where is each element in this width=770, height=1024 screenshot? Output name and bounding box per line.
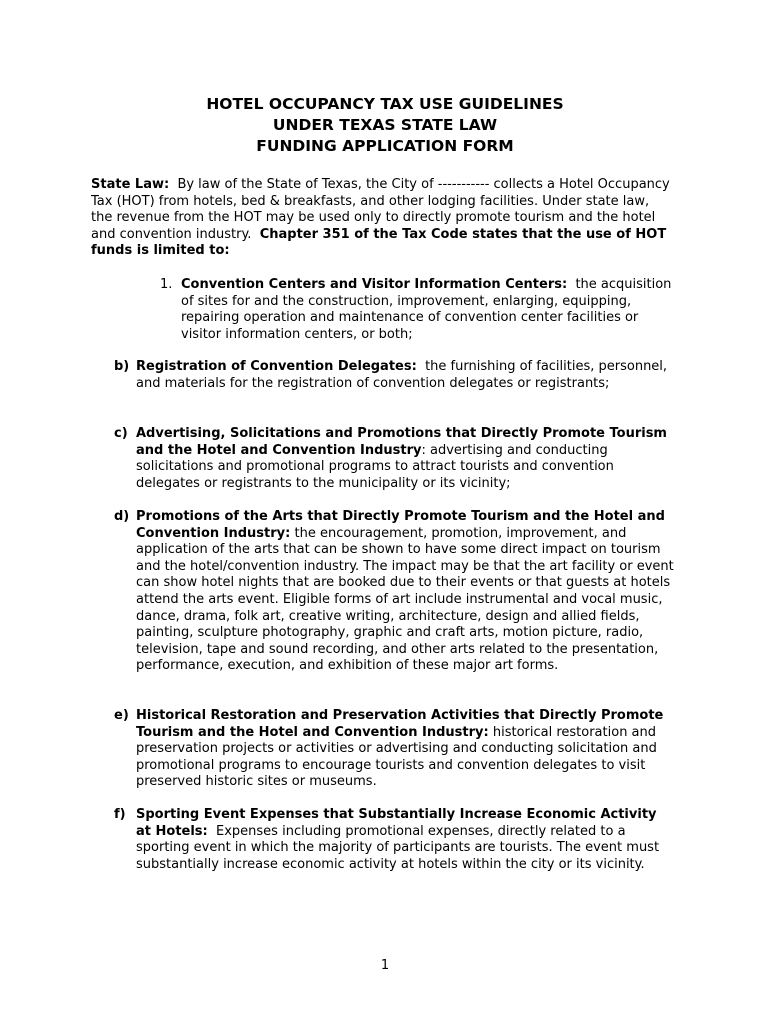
list-item-heading: Sporting Event Expenses that Substantially Increase Economic Activity at Hotels:: [136, 807, 657, 839]
title-line-3: FUNDING APPLICATION FORM: [256, 137, 514, 155]
intro-text: By law of the State of Texas, the City of ----------- collects a Hotel Occupancy Tax (HOT) from hotels, bed & breakfasts, and other lodging facilities. Under state law, the revenue from the HOT may be used only to directly promote tourism and the hotel and convention industry.: [91, 177, 670, 242]
list-item-text: the acquisition of sites for and the construction, improvement, enlarging, equipping, repairing operation and maintenance of convention center facilities or visitor information centers, or both;: [181, 277, 672, 342]
list-item-text: historical restoration and preservation projects or activities or advertising and conducting solicitation and promotional programs to encourage tourists and convention delegates to visit preserved historic sites or museums.: [136, 724, 657, 790]
list-item-heading: Convention Centers and Visitor Information Centers:: [181, 277, 568, 292]
list-item-body: [136, 807, 676, 873]
page-number: 1: [380, 958, 390, 973]
list-item-heading: Promotions of the Arts that Directly Promote Tourism and the Hotel and Convention Industry:: [136, 509, 665, 541]
list-item-body: [136, 708, 676, 791]
list-item-heading: Advertising, Solicitations and Promotions that Directly Promote Tourism and the Hotel and Convention Industry: [136, 426, 667, 458]
intro-paragraph: [91, 177, 671, 260]
list-marker: c): [114, 426, 128, 441]
list-item-text: the furnishing of facilities, personnel, and materials for the registration of convention delegates or registrants;: [136, 359, 668, 391]
list-item-heading: Registration of Convention Delegates:: [136, 359, 417, 374]
list-marker: b): [114, 359, 130, 374]
title-line-1: HOTEL OCCUPANCY TAX USE GUIDELINES: [206, 95, 564, 113]
page-title: [0, 94, 770, 157]
title-line-2: UNDER TEXAS STATE LAW: [272, 116, 498, 134]
list-marker: f): [114, 807, 126, 822]
list-marker: e): [114, 708, 129, 723]
list-item-text: Expenses including promotional expenses, directly related to a sporting event in which the majority of participants are tourists. The event must substantially increase economic activity at hotels within the city or its vicinity.: [136, 823, 660, 872]
list-item-text: the encouragement, promotion, improvement, and application of the arts that can be shown to have some direct impact on tourism and the hotel/convention industry. The impact may be that the art facility or event can show hotel nights that are booked due to their events or that guests at hotels attend the arts event. Eligible forms of art include instrumental and vocal music, dance, drama, folk art, creative writing, architecture, design and allied fields, painting, sculpture photography, graphic and craft arts, motion picture, radio, television, tape and sound recording, and other arts related to the presentation, performance, execution, and exhibition of these major art forms.: [136, 525, 674, 674]
list-item-heading: Historical Restoration and Preservation Activities that Directly Promote Tourism and the Hotel and Convention Industry:: [136, 708, 664, 740]
intro-label: State Law:: [91, 177, 170, 192]
list-item-body: [181, 277, 681, 343]
list-marker: d): [114, 509, 130, 524]
list-marker: 1.: [160, 277, 173, 292]
list-item-text: : advertising and conducting solicitations and promotional programs to attract tourists and convention delegates or registrants to the municipality or its vicinity;: [136, 442, 614, 491]
list-item-body: [136, 509, 676, 675]
list-item-body: [136, 426, 676, 492]
intro-bold-text: Chapter 351 of the Tax Code states that the use of HOT funds is limited to:: [91, 226, 667, 259]
list-item-body: [136, 359, 676, 392]
